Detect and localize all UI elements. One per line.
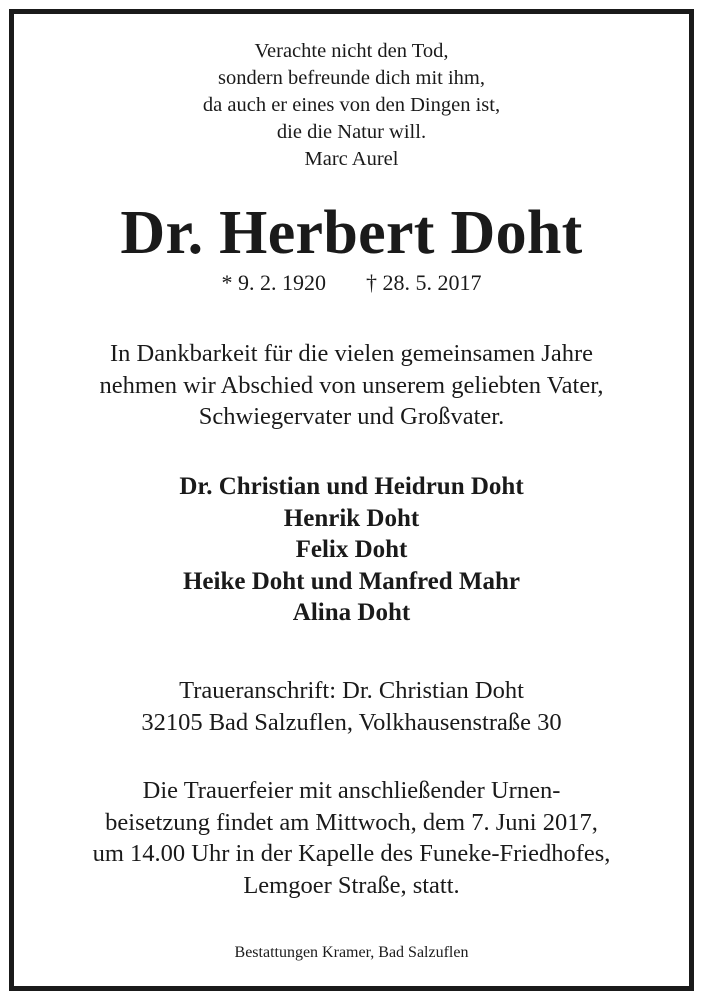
birth-date: * 9. 2. 1920	[221, 270, 326, 295]
thanks-text	[0, 338, 703, 433]
undertaker-credit: Bestattungen Kramer, Bad Salzuflen	[234, 944, 469, 961]
quote-author: Marc Aurel	[304, 148, 399, 170]
thanks-line: nehmen wir Abschied von unserem geliebten Vater,	[99, 371, 604, 399]
mourner-name: Henrik Doht	[283, 504, 420, 532]
thanks-line: Schwiegervater und Großvater.	[198, 403, 505, 430]
life-dates	[0, 268, 703, 298]
mourners-list	[0, 471, 703, 629]
quote-line: Verachte nicht den Tod,	[254, 40, 449, 62]
death-date: † 28. 5. 2017	[366, 270, 482, 295]
address-line: Traueranschrift: Dr. Christian Doht	[179, 677, 524, 704]
quote-line: die die Natur will.	[276, 121, 427, 143]
address-line: 32105 Bad Salzuflen, Volkhausenstraße 30	[141, 708, 562, 736]
mourner-name: Felix Doht	[295, 536, 408, 563]
ceremony-line: Lemgoer Straße, statt.	[243, 871, 460, 899]
thanks-line: In Dankbarkeit für die vielen gemeinsamen Jahre	[109, 340, 593, 367]
mourning-address	[0, 675, 703, 738]
ceremony-line: um 14.00 Uhr in der Kapelle des Funeke-Friedhofes,	[92, 840, 611, 867]
quote-block	[0, 38, 703, 173]
mourner-name: Heike Doht und Manfred Mahr	[182, 567, 521, 595]
quote-line: sondern befreunde dich mit ihm,	[217, 67, 485, 89]
ceremony-line: Die Trauerfeier mit anschließender Urnen-	[142, 777, 561, 804]
ceremony-info	[0, 775, 703, 901]
quote-line: da auch er eines von den Dingen ist,	[202, 94, 501, 116]
mourner-name: Dr. Christian und Heidrun Doht	[179, 473, 524, 500]
ceremony-line: beisetzung findet am Mittwoch, dem 7. Juni 2017,	[105, 808, 598, 836]
deceased-name: Dr. Herbert Doht	[120, 199, 583, 267]
mourner-name: Alina Doht	[292, 599, 411, 626]
